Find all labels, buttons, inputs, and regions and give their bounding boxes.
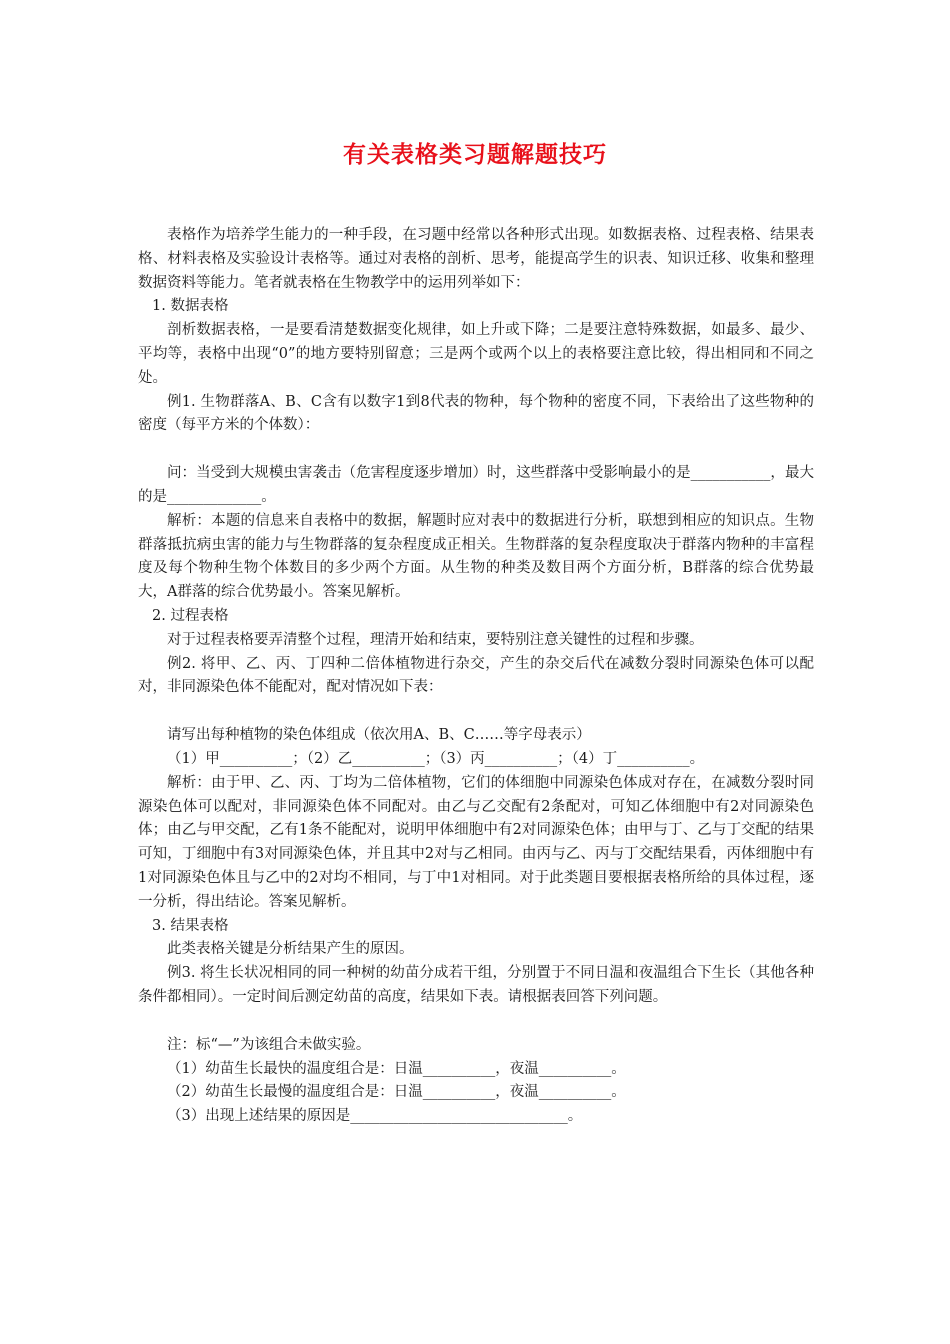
document-body (138, 224, 814, 1129)
section-heading-result-table: 3. 结果表格 (152, 917, 229, 934)
section-description: 剖析数据表格，一是要看清楚数据变化规律，如上升或下降；二是要注意特殊数据，如最多、最少、平均等，表格中出现“0”的地方要特别留意；三是两个或两个以上的表格要注意比较，得出相同和不同之处。 (138, 322, 814, 386)
section-description: 对于过程表格要弄清整个过程，理清开始和结束，要特别注意关键性的过程和步骤。 (167, 631, 704, 648)
example-3-note: 注：标“—”为该组合未做实验。 (167, 1036, 371, 1053)
section-heading-process-table: 2. 过程表格 (152, 607, 229, 624)
example-2: 例2. 将甲、乙、丙、丁四种二倍体植物进行杂交，产生的杂交后代在减数分裂时同源染色体可以配对，非同源染色体不能配对，配对情况如下表： (138, 655, 814, 696)
page-title: 有关表格类习题解题技巧 (343, 142, 607, 168)
example-2-analysis: 解析：由于甲、乙、丙、丁均为二倍体植物，它们的体细胞中同源染色体成对存在，在减数分裂时同源染色体可以配对，非同源染色体不同配对。由乙与乙交配有2条配对，可知乙体细胞中有2对同源染色体；由乙与甲交配，乙有1条不能配对，说明甲体细胞中有2对同源染色体；由甲与丁、乙与丁交配的结果可知，丁细胞中有3对同源染色体，并且其中2对与乙相同。由丙与乙、丙与丁交配结果看，丙体细胞中有1对同源染色体且与乙中的2对均不相同，与丁中1对相同。对于此类题目要根据表格所给的具体过程，逐一分析，得出结论。答案见解析。 (138, 774, 814, 910)
table-placeholder-gap (138, 700, 814, 724)
example-2-question: 请写出每种植物的染色体组成（依次用A、B、C……等字母表示） (167, 727, 591, 744)
example-3-question-2: （2）幼苗生长最慢的温度组合是：日温__________，夜温__________。 (167, 1084, 626, 1101)
example-3-question-1: （1）幼苗生长最快的温度组合是：日温__________，夜温__________。 (167, 1060, 626, 1077)
example-3: 例3. 将生长状况相同的同一种树的幼苗分成若干组，分别置于不同日温和夜温组合下生长（其他各种条件都相同）。一定时间后测定幼苗的高度，结果如下表。请根据表回答下列问题。 (138, 965, 814, 1005)
table-placeholder-gap (138, 1010, 814, 1034)
section-heading-data-table: 1. 数据表格 (152, 298, 229, 315)
example-1-analysis: 解析：本题的信息来自表格中的数据，解题时应对表中的数据进行分析，联想到相应的知识点。生物群落抵抗病虫害的能力与生物群落的复杂程度成正相关。生物群落的复杂程度取决于群落内物种的丰富程度及每个物种生物个体数目的多少两个方面。从生物的种类及数目两个方面分析，B群落的综合优势最大，A群落的综合优势最小。答案见解析。 (138, 512, 814, 601)
example-1-question: 问：当受到大规模虫害袭击（危害程度逐步增加）时，这些群落中受影响最小的是___________，最大的是_____________。 (138, 465, 814, 505)
example-2-blanks: （1）甲__________；（2）乙__________；（3）丙__________；（4）丁__________。 (167, 750, 705, 767)
example-3-question-3: （3）出现上述结果的原因是______________________________。 (167, 1108, 583, 1125)
example-1: 例1. 生物群落A、B、C含有以数字1到8代表的物种，每个物种的密度不同，下表给出了这些物种的密度（每平方米的个体数）： (138, 393, 814, 434)
table-placeholder-gap (138, 438, 814, 462)
intro-paragraph: 表格作为培养学生能力的一种手段，在习题中经常以各种形式出现。如数据表格、过程表格、结果表格、材料表格及实验设计表格等。通过对表格的剖析、思考，能提高学生的识表、知识迁移、收集和整理数据资料等能力。笔者就表格在生物教学中的运用列举如下： (138, 227, 814, 291)
section-description: 此类表格关键是分析结果产生的原因。 (167, 941, 414, 958)
